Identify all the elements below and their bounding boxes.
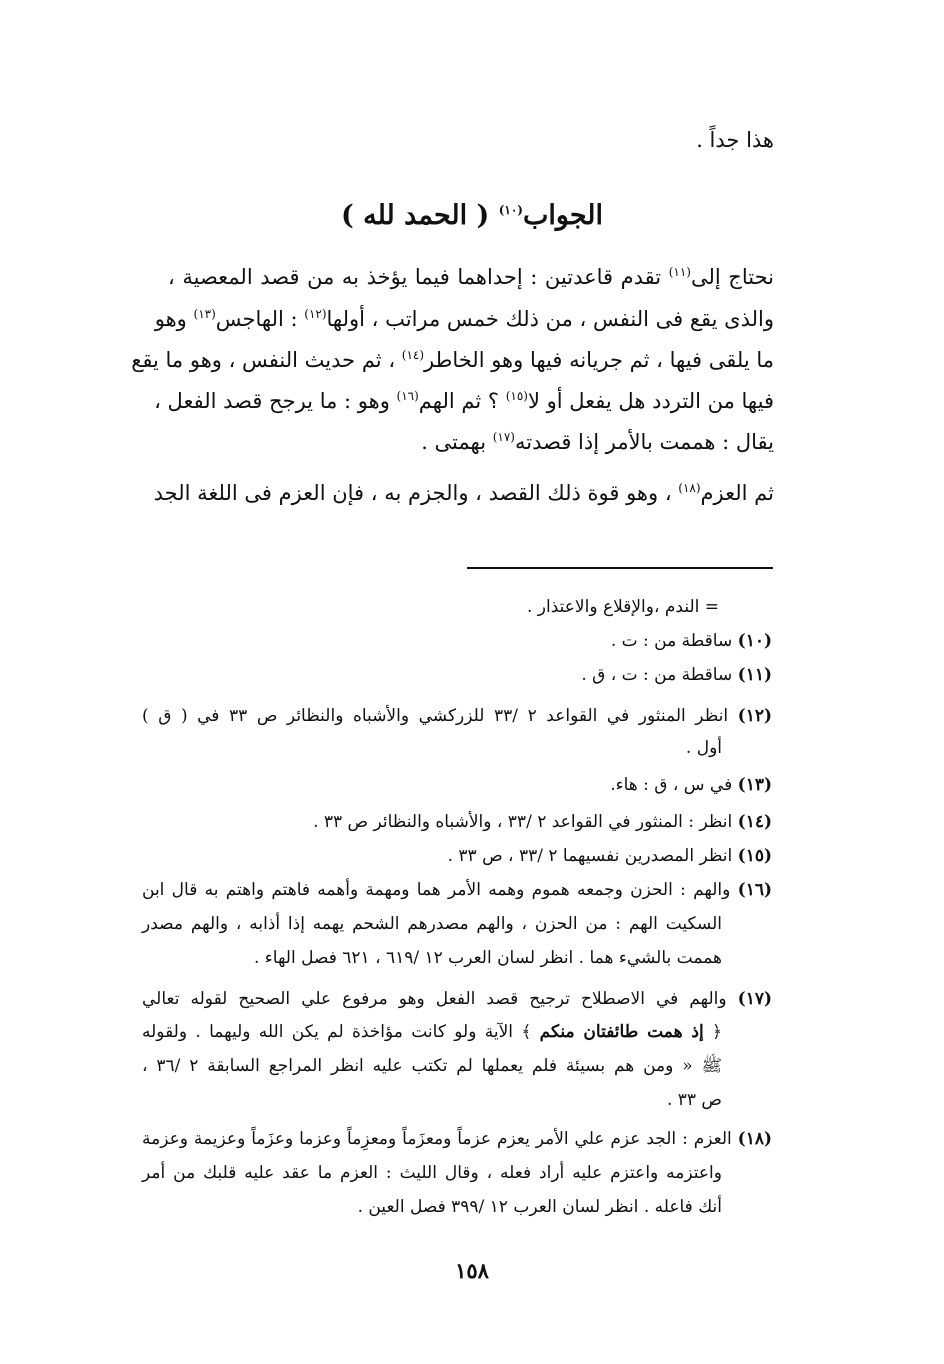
footnote-16-cont-2: هممت بالشيء هما . انظر لسان العرب ١٢ /٦١٩ ، ٦٢١ فصل الهاء . [253,948,722,968]
footnote-16: (١٦) والهم : الحزن وجمعه هموم وهمه الأمر هما ومهمة وأهمه فاهتم واهتم به قال ابن [142,880,772,900]
footnote-17-cont-1: ﴿ إذ همت طائفتان منكم ﴾ الآية ولو كانت مؤاخذة لم يكن الله وليهما . ولقوله [142,1022,723,1042]
footnote-17-cont-3: ص ٣٣ . [666,1090,722,1110]
body-line-2: والذى يقع فى النفس ، من ذلك خمس مراتب ، أولها$^{(١٢)}$ : الهاجس$^{(١٣)}$ وهو [154,307,774,331]
body-line-4: فيها من التردد هل يفعل أو لا$^{(١٥)}$ ؟ ثم الهم$^{(١٦)}$ وهو : ما يرجح قصد الفعل ، [154,389,774,413]
footnote-ref: (١١) [668,265,691,279]
section-heading [0,200,944,231]
footnote-14: (١٤) انظر : المنثور في القواعد ٢ /٣٣ ، والأشباه والنظائر ص ٣٣ . [313,812,772,832]
footnote-10: (١٠) ساقطة من : ت . [610,631,772,651]
body-line-3: ما يلقى فيها ، ثم جريانه فيها وهو الخاطر$^{(١٤)}$ ، ثم حديث النفس ، وهو ما يقع [131,348,774,372]
footnote-ref: (١٣) [193,307,216,321]
footnote-18-cont-2: أنك فاعله . انظر لسان العرب ١٢ /٣٩٩ فصل العين . [357,1197,722,1217]
footnote-17-cont-2: ﷺ « ومن هم بسيئة فلم يعملها لم تكتب عليه انظر المراجع السابقة ٢ /٣٦ ، [142,1056,723,1076]
footnote-16-cont-1: السكيت الهم : من الحزن ، والهم مصدرهم الشحم يهمه إذا أذابه ، والهم مصدر [142,914,722,934]
footnote-ref: (١٥) [505,389,528,403]
footnote-18: (١٨) العزم : الجد عزم علي الأمر يعزم عزماً ومعزَماً ومعزِماً وعزما وعزَماً وعزيمة وعزمة [142,1129,772,1149]
footnote-17: (١٧) والهم في الاصطلاح ترجيح قصد الفعل وهو مرفوع علي الصحيح لقوله تعالي [142,989,772,1009]
heading-word: الجواب [522,200,604,231]
footnote-12: (١٢) انظر المنثور في القواعد ٢ /٣٣ للزركشي والأشباه والنظائر ص ٣٣ في ( ق ) [142,706,773,726]
footnote-ref: (١٤) [401,348,425,362]
footnote-divider [467,567,773,569]
body-line-1: نحتاج إلى$^{(١١)}$ تقدم قاعدتين : إحداهما فيما يؤخذ به من قصد المعصية ، [168,265,774,289]
heading-phrase: ( الحمد لله ) [340,200,490,231]
carryover-line: هذا جداً . [696,128,774,152]
footnote-11: (١١) ساقطة من : ت ، ق . [581,665,772,685]
footnote-13: (١٣) في س ، ق : هاء. [610,775,772,795]
body-line-5: يقال : هممت بالأمر إذا قصدته$^{(١٧)}$ بهمتى . [421,430,774,454]
footnote-ref: (١٨) [678,481,701,495]
footnote-15: (١٥) انظر المصدرين نفسيهما ٢ /٣٣ ، ص ٣٣ . [447,846,772,866]
footnote-ref: (١٧) [492,430,515,444]
heading-note-ref: (١٠) [498,203,523,217]
footnote-ref: (١٦) [396,389,419,403]
quran-quote: إذ همت طائفتان منكم [539,1022,704,1042]
footnote-carryover: = الندم ،والإقلاع والاعتذار . [526,597,719,617]
body-line-6: ثم العزم$^{(١٨)}$ ، وهو قوة ذلك القصد ، والجزم به ، فإن العزم فى اللغة الجد [153,481,774,505]
footnote-18-cont-1: واعتزمه واعتزم عليه أراد فعله ، وقال الليث : العزم ما عقد عليه قلبك من أمر [142,1163,722,1183]
page-number: ١٥٨ [455,1258,489,1283]
footnote-12-cont: أول . [685,738,722,758]
footnote-ref: (١٢) [304,307,327,321]
